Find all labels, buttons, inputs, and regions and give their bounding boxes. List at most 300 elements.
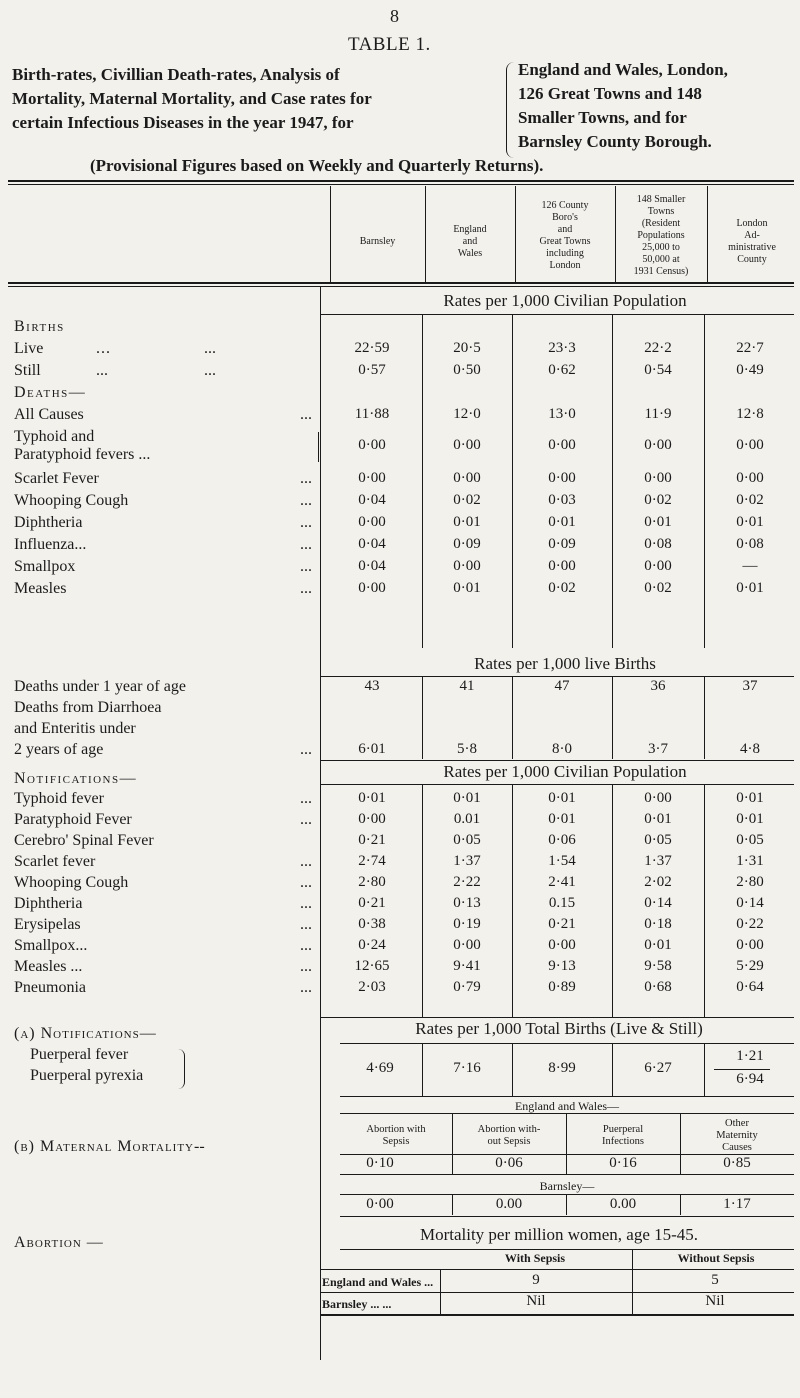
section-rule xyxy=(340,1174,794,1175)
dot-leader: ... xyxy=(300,580,312,597)
cell-whooping-126-towns: 0·03 xyxy=(548,492,576,508)
label-text: 2 years of age xyxy=(14,741,104,758)
cell-n-diphtheria-148-towns: 0·14 xyxy=(644,895,672,911)
label-text: Pneumonia xyxy=(14,979,86,996)
cell-diphtheria-148-towns: 0·01 xyxy=(644,514,672,530)
abortion-col-with: With Sepsis xyxy=(504,1251,566,1265)
col-head-line: 25,000 to xyxy=(642,242,680,253)
cell-still-barnsley: 0·57 xyxy=(358,362,386,378)
abortion-ew-without: 5 xyxy=(711,1272,719,1288)
label-abortion: Abortion — xyxy=(14,1234,104,1251)
maternal-head-line: Causes xyxy=(722,1142,752,1153)
section-rule xyxy=(340,1216,794,1217)
label-text: Measles ... xyxy=(14,958,83,975)
cell-n-measles-148-towns: 9·58 xyxy=(644,958,672,974)
label-text: Scarlet Fever xyxy=(14,470,99,487)
label-b-maternal: (b) Maternal Mortality-- xyxy=(14,1138,205,1155)
col-head-line: Great Towns xyxy=(539,236,591,247)
cell-n-cerebro-148-towns: 0·05 xyxy=(644,832,672,848)
cell-n-scarlet-barnsley: 2·74 xyxy=(358,853,386,869)
label-influenza xyxy=(14,536,312,554)
label-text: Live xyxy=(14,340,44,357)
cell-n-diphtheria-126-towns: 0.15 xyxy=(548,895,576,911)
col-head-line: Barnsley xyxy=(359,236,396,247)
cell-n-whooping-london: 2·80 xyxy=(736,874,764,890)
label-n-erysipelas xyxy=(14,916,312,934)
cell-whooping-england-wales: 0·02 xyxy=(453,492,481,508)
label-text: Still xyxy=(14,362,41,379)
cell-still-148-towns: 0·54 xyxy=(644,362,672,378)
dot-leader: ... xyxy=(300,916,312,933)
label-typhoid-1: Typhoid and xyxy=(14,428,95,445)
label-n-diphtheria xyxy=(14,895,312,913)
cell-live-148-towns: 22·2 xyxy=(644,340,672,356)
cell-n-pneumonia-barnsley: 2·03 xyxy=(358,979,386,995)
title-left xyxy=(12,63,372,135)
title-right xyxy=(518,58,728,154)
col-head-barnsley xyxy=(330,236,425,248)
abortion-barnsley-with: Nil xyxy=(526,1293,546,1309)
puerperal-england-wales: 7·16 xyxy=(453,1060,481,1076)
cell-typhoid-england-wales: 0·00 xyxy=(453,437,481,453)
col-head-line: London xyxy=(549,260,581,271)
cell-influenza-148-towns: 0·08 xyxy=(644,536,672,552)
title-left-line: Mortality, Maternal Mortality, and Case rates for xyxy=(12,89,372,108)
label-text: Abortion xyxy=(14,1234,82,1251)
dot-leader: ... xyxy=(300,895,312,912)
label-n-scarlet xyxy=(14,853,312,871)
col-head-line: Towns xyxy=(647,206,675,217)
cell-n-pneumonia-london: 0·64 xyxy=(736,979,764,995)
cell-smallpox-148-towns: 0·00 xyxy=(644,558,672,574)
section-col-divider xyxy=(704,785,705,1017)
col-head-england-wales xyxy=(425,224,515,260)
cell-scarlet-london: 0·00 xyxy=(736,470,764,486)
label-a-notifications: (a) Notifications— xyxy=(14,1025,156,1042)
title-brace xyxy=(506,62,515,158)
maternal-barnsley-heading: Barnsley— xyxy=(539,1179,595,1193)
maternal-ew-heading: England and Wales— xyxy=(514,1099,620,1113)
maternal-head-line: Other xyxy=(725,1118,749,1129)
header-divider xyxy=(330,186,331,282)
col-head-london xyxy=(707,218,797,266)
col-head-line: 148 Smaller xyxy=(636,194,686,205)
cell-diarrhoea-london: 4·8 xyxy=(740,741,760,757)
cell-n-scarlet-148-towns: 1·37 xyxy=(644,853,672,869)
cell-all-causes-england-wales: 12·0 xyxy=(453,406,481,422)
label-diphtheria xyxy=(14,514,312,532)
col-head-line: 50,000 at xyxy=(642,254,680,265)
label-text: Paratyphoid Fever xyxy=(14,811,132,828)
label-diarrhoea-3 xyxy=(14,741,312,759)
label-text: Smallpox... xyxy=(14,937,88,954)
label-scarlet xyxy=(14,470,312,488)
section-rule xyxy=(320,1017,794,1018)
label-n-measles xyxy=(14,958,312,976)
cell-n-erysipelas-148-towns: 0·18 xyxy=(644,916,672,932)
section-rule xyxy=(320,760,794,761)
dot-leader: ... xyxy=(300,558,312,575)
maternal-barnsley-puerperal: 0.00 xyxy=(609,1196,637,1212)
label-text: Measles xyxy=(14,580,67,597)
cell-all-causes-126-towns: 13·0 xyxy=(548,406,576,422)
dot-leader: ... xyxy=(96,362,108,379)
cell-n-paratyphoid-barnsley: 0·00 xyxy=(358,811,386,827)
cell-n-typhoid-england-wales: 0·01 xyxy=(453,790,481,806)
section-total-births: Rates per 1,000 Total Births (Live & Still) xyxy=(415,1019,703,1038)
section-col-divider xyxy=(422,677,423,759)
section-rule xyxy=(340,1096,794,1097)
cell-n-measles-england-wales: 9·41 xyxy=(453,958,481,974)
label-text: Typhoid fever xyxy=(14,790,104,807)
label-n-smallpox xyxy=(14,937,312,955)
col-head-line: County xyxy=(737,254,767,265)
cell-typhoid-148-towns: 0·00 xyxy=(644,437,672,453)
cell-measles-england-wales: 0·01 xyxy=(453,580,481,596)
label-text: All Causes xyxy=(14,406,84,423)
section-rule xyxy=(320,1269,794,1270)
section-col-divider xyxy=(512,1044,513,1096)
cell-live-126-towns: 23·3 xyxy=(548,340,576,356)
section-live-births: Rates per 1,000 live Births xyxy=(474,654,656,673)
cell-n-typhoid-126-towns: 0·01 xyxy=(548,790,576,806)
section-col-divider xyxy=(704,677,705,759)
dot-leader: ... xyxy=(300,853,312,870)
label-text: Paratyphoid fevers xyxy=(14,446,135,463)
section-civilian-2: Rates per 1,000 Civilian Population xyxy=(443,762,687,781)
dot-leader: ... xyxy=(300,536,312,553)
col-head-line: and xyxy=(557,224,573,235)
title-right-line: England and Wales, London, xyxy=(518,60,728,79)
cell-scarlet-148-towns: 0·00 xyxy=(644,470,672,486)
cell-n-erysipelas-england-wales: 0·19 xyxy=(453,916,481,932)
cell-n-diphtheria-barnsley: 0·21 xyxy=(358,895,386,911)
top-rule xyxy=(8,180,794,182)
section-col-divider xyxy=(704,1044,705,1096)
cell-diphtheria-126-towns: 0·01 xyxy=(548,514,576,530)
maternal-head-line: Sepsis xyxy=(382,1136,410,1147)
maternal-barnsley-abortion-nosepsis: 0.00 xyxy=(495,1196,523,1212)
col-head-line: 126 County xyxy=(541,200,589,211)
puerperal-london-pyrexia: 6·94 xyxy=(736,1071,764,1087)
section-rule xyxy=(320,676,794,677)
cell-live-barnsley: 22·59 xyxy=(354,340,390,356)
abortion-ew-with: 9 xyxy=(532,1272,540,1288)
section-col-divider xyxy=(512,315,513,648)
dot-leader-2: ... xyxy=(204,340,216,357)
cell-under1-barnsley: 43 xyxy=(364,678,380,694)
col-head-line: Ad- xyxy=(744,230,760,241)
cell-n-smallpox-england-wales: 0·00 xyxy=(453,937,481,953)
dot-leader: ... xyxy=(300,937,312,954)
maternal-head-other xyxy=(680,1118,794,1154)
title-right-line: Barnsley County Borough. xyxy=(518,132,712,151)
cell-influenza-126-towns: 0·09 xyxy=(548,536,576,552)
cell-n-whooping-148-towns: 2·02 xyxy=(644,874,672,890)
cell-n-smallpox-148-towns: 0·01 xyxy=(644,937,672,953)
cell-still-126-towns: 0·62 xyxy=(548,362,576,378)
section-col-divider xyxy=(422,785,423,1017)
cell-under1-london: 37 xyxy=(742,678,758,694)
label-text: Deaths xyxy=(14,384,69,401)
dot-leader: ... xyxy=(300,514,312,531)
label-n-pneumonia xyxy=(14,979,312,997)
dot-leader-2: ... xyxy=(204,362,216,379)
label-text: Whooping Cough xyxy=(14,874,129,891)
section-col-divider xyxy=(422,1044,423,1096)
label-all-causes xyxy=(14,406,312,424)
dot-leader: ... xyxy=(300,790,312,807)
cell-all-causes-barnsley: 11·88 xyxy=(354,406,390,422)
dot-leader: ... xyxy=(300,741,312,758)
label-live xyxy=(14,340,216,358)
maternal-barnsley-abortion-sepsis: 0·00 xyxy=(366,1196,394,1212)
label-puerperal-pyrexia: Puerperal pyrexia xyxy=(30,1067,144,1084)
cell-scarlet-126-towns: 0·00 xyxy=(548,470,576,486)
cell-n-measles-126-towns: 9·13 xyxy=(548,958,576,974)
cell-n-erysipelas-126-towns: 0·21 xyxy=(548,916,576,932)
puerperal-brace xyxy=(178,1049,185,1089)
header-divider xyxy=(515,186,516,282)
abortion-col-without: Without Sepsis xyxy=(677,1251,755,1265)
page-number: 8 xyxy=(390,6,399,26)
title-left-line: Birth-rates, Civillian Death-rates, Analysis of xyxy=(12,65,340,84)
maternal-ew-other: 0·85 xyxy=(723,1155,751,1171)
puerperal-148-towns: 6·27 xyxy=(644,1060,672,1076)
cell-under1-148-towns: 36 xyxy=(650,678,666,694)
header-rule-2 xyxy=(8,286,794,287)
cell-diarrhoea-148-towns: 3·7 xyxy=(648,741,668,757)
cell-influenza-barnsley: 0·04 xyxy=(358,536,386,552)
label-births: Births xyxy=(14,318,65,335)
section-col-divider xyxy=(422,315,423,648)
cell-n-scarlet-london: 1·31 xyxy=(736,853,764,869)
label-text: Smallpox xyxy=(14,558,76,575)
cell-smallpox-126-towns: 0·00 xyxy=(548,558,576,574)
abortion-heading: Mortality per million women, age 15-45. xyxy=(419,1225,699,1244)
label-text: Whooping Cough xyxy=(14,492,129,509)
col-head-line: 1931 Census) xyxy=(633,266,689,277)
maternal-head-line: Puerperal xyxy=(602,1124,644,1135)
cell-under1-126-towns: 47 xyxy=(554,678,570,694)
cell-live-england-wales: 20·5 xyxy=(453,340,481,356)
abortion-barnsley-label: Barnsley ... ... xyxy=(322,1297,392,1311)
dot-leader: ... xyxy=(300,874,312,891)
cell-smallpox-england-wales: 0·00 xyxy=(453,558,481,574)
label-n-cerebro: Cerebro' Spinal Fever xyxy=(14,832,154,849)
puerperal-london-fever: 1·21 xyxy=(736,1048,764,1064)
label-notifications: Notifications— xyxy=(14,770,138,787)
col-head-line: Wales xyxy=(457,248,483,259)
dot-leader: ... xyxy=(300,406,312,423)
maternal-ew-abortion-sepsis: 0·10 xyxy=(366,1155,394,1171)
cell-diarrhoea-126-towns: 8·0 xyxy=(552,741,572,757)
cell-typhoid-london: 0·00 xyxy=(736,437,764,453)
label-still xyxy=(14,362,216,380)
label-text: (b) Maternal Mortality xyxy=(14,1138,195,1155)
section-col-divider xyxy=(512,677,513,759)
dot-leader: ... xyxy=(300,492,312,509)
label-deaths: Deaths— xyxy=(14,384,87,401)
cell-n-diphtheria-england-wales: 0·13 xyxy=(453,895,481,911)
title-left-line: certain Infectious Diseases in the year 1947, for xyxy=(12,113,354,132)
cell-n-measles-barnsley: 12·65 xyxy=(354,958,390,974)
cell-smallpox-barnsley: 0·04 xyxy=(358,558,386,574)
bottom-rule xyxy=(320,1314,794,1316)
cell-n-paratyphoid-england-wales: 0.01 xyxy=(453,811,481,827)
cell-under1-england-wales: 41 xyxy=(459,678,475,694)
section-rule xyxy=(340,1113,794,1114)
col-head-line: and xyxy=(462,236,478,247)
typhoid-brace xyxy=(318,432,323,462)
cell-typhoid-barnsley: 0·00 xyxy=(358,437,386,453)
label-n-typhoid xyxy=(14,790,312,808)
cell-n-cerebro-barnsley: 0·21 xyxy=(358,832,386,848)
section-col-divider xyxy=(512,785,513,1017)
label-measles xyxy=(14,580,312,598)
cell-n-measles-london: 5·29 xyxy=(736,958,764,974)
maternal-ew-abortion-nosepsis: 0·06 xyxy=(495,1155,523,1171)
col-head-line: Boro's xyxy=(552,212,578,223)
cell-n-whooping-england-wales: 2·22 xyxy=(453,874,481,890)
cell-scarlet-england-wales: 0·00 xyxy=(453,470,481,486)
header-divider xyxy=(707,186,708,282)
cell-diarrhoea-england-wales: 5·8 xyxy=(457,741,477,757)
header-divider xyxy=(615,186,616,282)
provisional-note: (Provisional Figures based on Weekly and Quarterly Returns). xyxy=(90,156,544,175)
col-head-line: (Resident xyxy=(641,218,681,229)
cell-n-typhoid-148-towns: 0·00 xyxy=(644,790,672,806)
cell-measles-148-towns: 0·02 xyxy=(644,580,672,596)
maternal-barnsley-other: 1·17 xyxy=(723,1196,751,1212)
abortion-ew-label: England and Wales ... xyxy=(322,1275,434,1289)
cell-n-cerebro-london: 0·05 xyxy=(736,832,764,848)
col-head-line: London xyxy=(736,218,768,229)
dot-leader: ... xyxy=(300,979,312,996)
cell-n-scarlet-england-wales: 1·37 xyxy=(453,853,481,869)
section-col-divider xyxy=(612,677,613,759)
maternal-head-line: Infections xyxy=(602,1136,644,1147)
label-diarrhoea-2: and Enteritis under xyxy=(14,720,136,737)
section-col-divider xyxy=(612,785,613,1017)
label-text: Diphtheria xyxy=(14,895,83,912)
dot-leader: ... xyxy=(300,958,312,975)
maternal-head-line: Maternity xyxy=(716,1130,758,1141)
maternal-head-line: Abortion with- xyxy=(477,1124,541,1135)
maternal-head-abortion-nosepsis xyxy=(452,1124,566,1148)
cell-n-pneumonia-england-wales: 0·79 xyxy=(453,979,481,995)
maternal-ew-puerperal: 0·16 xyxy=(609,1155,637,1171)
cell-n-erysipelas-barnsley: 0·38 xyxy=(358,916,386,932)
label-text: Scarlet fever xyxy=(14,853,96,870)
maternal-head-line: Abortion with xyxy=(366,1124,426,1135)
cell-n-cerebro-126-towns: 0·06 xyxy=(548,832,576,848)
section-rule xyxy=(320,314,794,315)
label-text: Influenza... xyxy=(14,536,87,553)
table-label: TABLE 1. xyxy=(348,34,431,55)
maternal-head-abortion-sepsis xyxy=(340,1124,452,1148)
cell-still-london: 0·49 xyxy=(736,362,764,378)
puerperal-126-towns: 8·99 xyxy=(548,1060,576,1076)
label-text: Notifications xyxy=(14,770,120,787)
cell-diphtheria-england-wales: 0·01 xyxy=(453,514,481,530)
cell-n-typhoid-london: 0·01 xyxy=(736,790,764,806)
label-smallpox xyxy=(14,558,312,576)
cell-n-cerebro-england-wales: 0·05 xyxy=(453,832,481,848)
label-deaths-under-1: Deaths under 1 year of age xyxy=(14,678,186,695)
cell-influenza-london: 0·08 xyxy=(736,536,764,552)
cell-measles-126-towns: 0·02 xyxy=(548,580,576,596)
cell-n-erysipelas-london: 0·22 xyxy=(736,916,764,932)
col-head-line: including xyxy=(546,248,584,259)
col-head-line: ministrative xyxy=(728,242,776,253)
col-head-148-towns xyxy=(615,194,707,278)
cell-n-diphtheria-london: 0·14 xyxy=(736,895,764,911)
cell-still-england-wales: 0·50 xyxy=(453,362,481,378)
section-rule xyxy=(340,1194,794,1195)
cell-scarlet-barnsley: 0·00 xyxy=(358,470,386,486)
maternal-head-puerperal xyxy=(566,1124,680,1148)
cell-measles-barnsley: 0·00 xyxy=(358,580,386,596)
cell-n-whooping-barnsley: 2·80 xyxy=(358,874,386,890)
dot-leader: ... xyxy=(96,340,111,357)
dot-leader: ... xyxy=(300,811,312,828)
title-right-line: Smaller Towns, and for xyxy=(518,108,687,127)
top-rule-2 xyxy=(8,184,794,185)
section-rule xyxy=(340,1043,794,1044)
cell-whooping-barnsley: 0·04 xyxy=(358,492,386,508)
col-head-line: Populations xyxy=(637,230,685,241)
label-whooping xyxy=(14,492,312,510)
label-diarrhoea-1: Deaths from Diarrhoea xyxy=(14,699,162,716)
cell-diphtheria-barnsley: 0·00 xyxy=(358,514,386,530)
label-puerperal-fever: Puerperal fever xyxy=(30,1046,129,1063)
cell-smallpox-london: — xyxy=(742,558,758,574)
cell-diarrhoea-barnsley: 6·01 xyxy=(358,741,386,757)
maternal-head-line: out Sepsis xyxy=(487,1136,531,1147)
cell-whooping-london: 0·02 xyxy=(736,492,764,508)
cell-all-causes-148-towns: 11·9 xyxy=(644,406,672,422)
cell-n-whooping-126-towns: 2·41 xyxy=(548,874,576,890)
cell-influenza-england-wales: 0·09 xyxy=(453,536,481,552)
header-rule xyxy=(8,282,794,284)
cell-n-paratyphoid-126-towns: 0·01 xyxy=(548,811,576,827)
cell-n-pneumonia-126-towns: 0·89 xyxy=(548,979,576,995)
cell-whooping-148-towns: 0·02 xyxy=(644,492,672,508)
cell-all-causes-london: 12·8 xyxy=(736,406,764,422)
cell-n-smallpox-126-towns: 0·00 xyxy=(548,937,576,953)
section-rule xyxy=(340,1249,794,1250)
label-text: Diphtheria xyxy=(14,514,83,531)
label-n-whooping xyxy=(14,874,312,892)
section-col-divider xyxy=(612,315,613,648)
dot-leader: ... xyxy=(300,470,312,487)
header-divider xyxy=(425,186,426,282)
cell-n-pneumonia-148-towns: 0·68 xyxy=(644,979,672,995)
cell-n-smallpox-barnsley: 0·24 xyxy=(358,937,386,953)
cell-n-smallpox-london: 0·00 xyxy=(736,937,764,953)
cell-live-london: 22·7 xyxy=(736,340,764,356)
cell-n-typhoid-barnsley: 0·01 xyxy=(358,790,386,806)
puerperal-barnsley: 4·69 xyxy=(366,1060,394,1076)
col-head-126-towns xyxy=(515,200,615,272)
cell-typhoid-126-towns: 0·00 xyxy=(548,437,576,453)
section-rule xyxy=(320,784,794,785)
col-head-line: England xyxy=(453,224,487,235)
cell-n-paratyphoid-148-towns: 0·01 xyxy=(644,811,672,827)
label-text: (a) Notifications xyxy=(14,1025,140,1042)
section-civilian: Rates per 1,000 Civilian Population xyxy=(443,291,687,310)
